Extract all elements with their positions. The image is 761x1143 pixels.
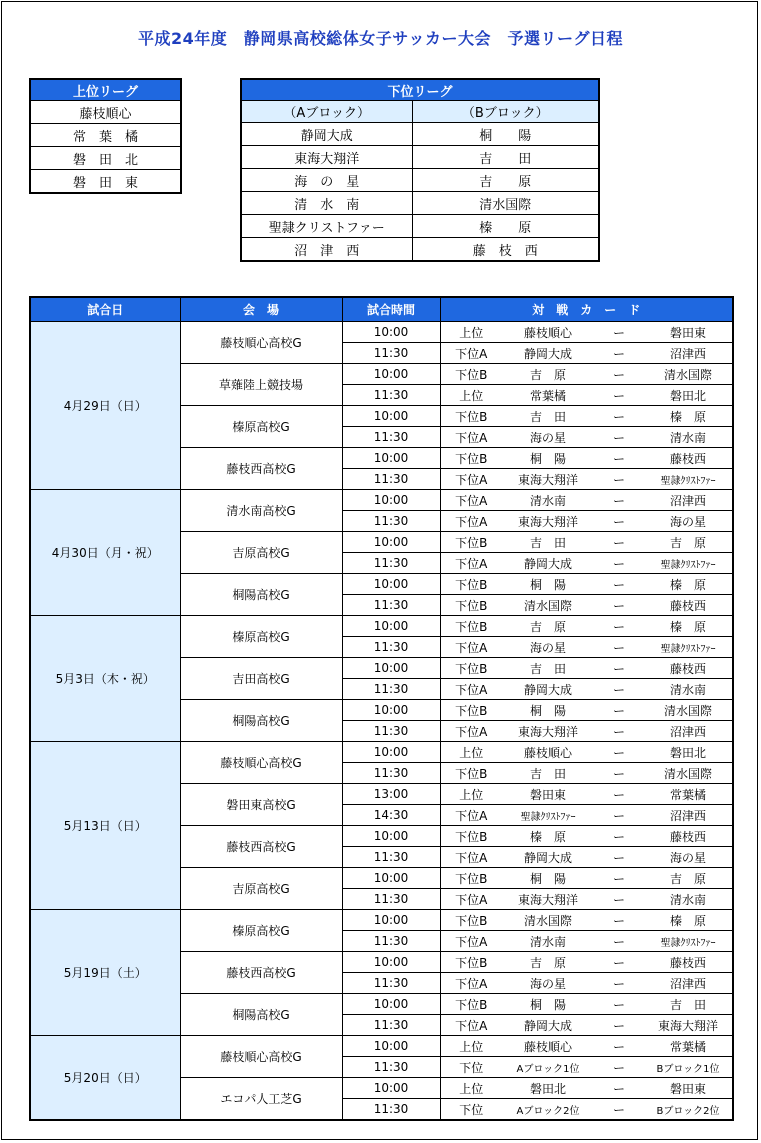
team-a: 桐 陽 xyxy=(502,700,594,721)
versus-dash: ー xyxy=(594,784,644,805)
block-a-team: 東海大翔洋 xyxy=(241,146,412,169)
match-league: 下位A xyxy=(440,805,502,826)
match-time: 11:30 xyxy=(342,931,440,952)
match-time: 11:30 xyxy=(342,511,440,532)
lower-league-table xyxy=(240,78,600,262)
match-league: 下位B xyxy=(440,910,502,931)
team-b: 沼津西 xyxy=(644,490,733,511)
match-time: 10:00 xyxy=(342,322,440,343)
versus-dash: ー xyxy=(594,322,644,343)
team-a: 常葉橘 xyxy=(502,385,594,406)
team-b: 藤枝西 xyxy=(644,952,733,973)
venue-name: 榛原高校G xyxy=(180,616,342,658)
team-b: 吉 田 xyxy=(644,994,733,1015)
match-time: 10:00 xyxy=(342,616,440,637)
match-time: 10:00 xyxy=(342,1036,440,1057)
team-a: 東海大翔洋 xyxy=(502,721,594,742)
team-b: 藤枝西 xyxy=(644,658,733,679)
versus-dash: ー xyxy=(594,994,644,1015)
match-time: 10:00 xyxy=(342,742,440,763)
team-b: 榛 原 xyxy=(644,406,733,427)
match-time: 11:30 xyxy=(342,553,440,574)
versus-dash: ー xyxy=(594,1015,644,1036)
team-a: 聖隷ｸﾘｽﾄﾌｧｰ xyxy=(502,805,594,826)
venue-name: 藤枝西高校G xyxy=(180,952,342,994)
match-time: 10:00 xyxy=(342,574,440,595)
match-league: 下位A xyxy=(440,511,502,532)
match-time: 13:00 xyxy=(342,784,440,805)
versus-dash: ー xyxy=(594,490,644,511)
team-b: 吉 原 xyxy=(644,868,733,889)
match-league: 下位B xyxy=(440,826,502,847)
match-date: 4月29日（日） xyxy=(30,322,180,490)
match-time: 10:00 xyxy=(342,910,440,931)
match-time: 10:00 xyxy=(342,1078,440,1099)
team-a: 吉 田 xyxy=(502,532,594,553)
team-a: 清水国際 xyxy=(502,910,594,931)
match-time: 11:30 xyxy=(342,1057,440,1078)
block-b-team: 吉 田 xyxy=(412,146,599,169)
match-league: 下位 xyxy=(440,1099,502,1121)
match-league: 下位B xyxy=(440,763,502,784)
team-b: 海の星 xyxy=(644,511,733,532)
team-b: 常葉橘 xyxy=(644,784,733,805)
match-league: 下位 xyxy=(440,1057,502,1078)
versus-dash: ー xyxy=(594,406,644,427)
table-row xyxy=(30,616,733,637)
match-league: 下位A xyxy=(440,679,502,700)
match-league: 下位B xyxy=(440,994,502,1015)
versus-dash: ー xyxy=(594,553,644,574)
venue-name: 藤枝西高校G xyxy=(180,448,342,490)
upper-league-header: 上位リーグ xyxy=(30,79,181,101)
venue-name: 吉原高校G xyxy=(180,868,342,910)
team-a: 吉 原 xyxy=(502,616,594,637)
team-a: 吉 田 xyxy=(502,763,594,784)
team-b: 沼津西 xyxy=(644,721,733,742)
venue-name: 桐陽高校G xyxy=(180,994,342,1036)
team-a: 磐田北 xyxy=(502,1078,594,1099)
match-league: 下位A xyxy=(440,973,502,994)
block-b-team: 榛 原 xyxy=(412,215,599,238)
team-b: 清水国際 xyxy=(644,763,733,784)
match-league: 下位B xyxy=(440,406,502,427)
match-date: 5月19日（土） xyxy=(30,910,180,1036)
team-b: 藤枝西 xyxy=(644,826,733,847)
versus-dash: ー xyxy=(594,532,644,553)
match-time: 10:00 xyxy=(342,952,440,973)
match-time: 11:30 xyxy=(342,637,440,658)
versus-dash: ー xyxy=(594,1099,644,1121)
team-a: 東海大翔洋 xyxy=(502,469,594,490)
upper-team: 常 葉 橘 xyxy=(30,124,181,147)
team-b: 清水南 xyxy=(644,889,733,910)
match-date: 5月20日（日） xyxy=(30,1036,180,1121)
team-b: 東海大翔洋 xyxy=(644,1015,733,1036)
match-league: 下位B xyxy=(440,868,502,889)
team-b: 吉 原 xyxy=(644,532,733,553)
match-league: 上位 xyxy=(440,385,502,406)
team-b: 海の星 xyxy=(644,847,733,868)
team-a: 海の星 xyxy=(502,637,594,658)
versus-dash: ー xyxy=(594,616,644,637)
match-time: 10:00 xyxy=(342,826,440,847)
venue-name: 藤枝西高校G xyxy=(180,826,342,868)
versus-dash: ー xyxy=(594,826,644,847)
versus-dash: ー xyxy=(594,721,644,742)
team-b: 榛 原 xyxy=(644,616,733,637)
match-league: 上位 xyxy=(440,1078,502,1099)
team-a: 藤枝順心 xyxy=(502,322,594,343)
match-league: 上位 xyxy=(440,1036,502,1057)
match-league: 下位A xyxy=(440,343,502,364)
venue-name: エコパ人工芝G xyxy=(180,1078,342,1121)
match-time: 10:00 xyxy=(342,658,440,679)
header-date: 試合日 xyxy=(30,297,180,322)
team-a: 東海大翔洋 xyxy=(502,889,594,910)
match-league: 下位B xyxy=(440,574,502,595)
team-a: 藤枝順心 xyxy=(502,1036,594,1057)
block-b-team: 桐 陽 xyxy=(412,123,599,146)
team-b: 沼津西 xyxy=(644,343,733,364)
match-league: 下位B xyxy=(440,532,502,553)
versus-dash: ー xyxy=(594,931,644,952)
team-b: 榛 原 xyxy=(644,574,733,595)
match-time: 10:00 xyxy=(342,532,440,553)
team-a: 清水南 xyxy=(502,931,594,952)
versus-dash: ー xyxy=(594,910,644,931)
match-league: 下位A xyxy=(440,847,502,868)
match-league: 下位A xyxy=(440,490,502,511)
versus-dash: ー xyxy=(594,343,644,364)
lower-league-header: 下位リーグ xyxy=(241,79,599,101)
versus-dash: ー xyxy=(594,1057,644,1078)
team-b: 沼津西 xyxy=(644,973,733,994)
team-a: 静岡大成 xyxy=(502,847,594,868)
match-time: 10:00 xyxy=(342,490,440,511)
match-league: 下位A xyxy=(440,637,502,658)
header-match-card: 対 戦 カ ー ド xyxy=(440,297,733,322)
match-league: 下位A xyxy=(440,553,502,574)
match-time: 11:30 xyxy=(342,721,440,742)
match-league: 下位B xyxy=(440,658,502,679)
team-b: 聖隷ｸﾘｽﾄﾌｧｰ xyxy=(644,553,733,574)
match-league: 下位B xyxy=(440,700,502,721)
match-league: 下位B xyxy=(440,364,502,385)
block-a-team: 静岡大成 xyxy=(241,123,412,146)
match-time: 11:30 xyxy=(342,847,440,868)
venue-name: 草薙陸上競技場 xyxy=(180,364,342,406)
team-b: 聖隷ｸﾘｽﾄﾌｧｰ xyxy=(644,469,733,490)
match-time: 11:30 xyxy=(342,385,440,406)
block-b-team: 藤 枝 西 xyxy=(412,238,599,262)
page-title: 平成24年度 静岡県高校総体女子サッカー大会 予選リーグ日程 xyxy=(138,29,623,48)
team-b: 磐田東 xyxy=(644,322,733,343)
block-a-team: 海 の 星 xyxy=(241,169,412,192)
team-a: 吉 原 xyxy=(502,952,594,973)
match-league: 下位A xyxy=(440,427,502,448)
team-b: Bブロック2位 xyxy=(644,1099,733,1121)
team-b: Bブロック1位 xyxy=(644,1057,733,1078)
match-time: 11:30 xyxy=(342,1099,440,1121)
match-date: 4月30日（月・祝） xyxy=(30,490,180,616)
block-b-header: （Bブロック） xyxy=(412,101,599,123)
block-b-team: 吉 原 xyxy=(412,169,599,192)
versus-dash: ー xyxy=(594,847,644,868)
match-league: 下位A xyxy=(440,931,502,952)
team-a: 静岡大成 xyxy=(502,553,594,574)
venue-name: 藤枝順心高校G xyxy=(180,742,342,784)
team-b: 聖隷ｸﾘｽﾄﾌｧｰ xyxy=(644,931,733,952)
upper-team: 藤枝順心 xyxy=(30,101,181,124)
block-a-team: 聖隷クリストファー xyxy=(241,215,412,238)
venue-name: 清水南高校G xyxy=(180,490,342,532)
venue-name: 榛原高校G xyxy=(180,910,342,952)
block-b-team: 清水国際 xyxy=(412,192,599,215)
match-league: 下位B xyxy=(440,616,502,637)
match-time: 11:30 xyxy=(342,427,440,448)
match-league: 下位B xyxy=(440,595,502,616)
venue-name: 磐田東高校G xyxy=(180,784,342,826)
venue-name: 藤枝順心高校G xyxy=(180,322,342,364)
match-time: 10:00 xyxy=(342,994,440,1015)
block-a-team: 清 水 南 xyxy=(241,192,412,215)
match-league: 下位A xyxy=(440,889,502,910)
match-league: 上位 xyxy=(440,322,502,343)
team-a: 桐 陽 xyxy=(502,448,594,469)
team-a: 海の星 xyxy=(502,427,594,448)
match-time: 11:30 xyxy=(342,889,440,910)
table-row xyxy=(30,490,733,511)
upper-team: 磐 田 東 xyxy=(30,170,181,194)
team-b: 聖隷ｸﾘｽﾄﾌｧｰ xyxy=(644,637,733,658)
table-row xyxy=(30,322,733,343)
table-row xyxy=(30,910,733,931)
team-a: 藤枝順心 xyxy=(502,742,594,763)
team-a: 清水国際 xyxy=(502,595,594,616)
versus-dash: ー xyxy=(594,868,644,889)
upper-league-table xyxy=(29,78,182,194)
versus-dash: ー xyxy=(594,574,644,595)
match-league: 下位A xyxy=(440,469,502,490)
match-time: 11:30 xyxy=(342,679,440,700)
block-a-header: （Aブロック） xyxy=(241,101,412,123)
match-time: 11:30 xyxy=(342,595,440,616)
match-time: 11:30 xyxy=(342,763,440,784)
team-b: 沼津西 xyxy=(644,805,733,826)
team-a: 静岡大成 xyxy=(502,679,594,700)
match-league: 上位 xyxy=(440,784,502,805)
team-b: 藤枝西 xyxy=(644,595,733,616)
venue-name: 藤枝順心高校G xyxy=(180,1036,342,1078)
match-time: 10:00 xyxy=(342,868,440,889)
versus-dash: ー xyxy=(594,448,644,469)
versus-dash: ー xyxy=(594,742,644,763)
team-b: 清水国際 xyxy=(644,700,733,721)
team-b: 磐田北 xyxy=(644,385,733,406)
team-a: 静岡大成 xyxy=(502,343,594,364)
match-time: 10:00 xyxy=(342,448,440,469)
versus-dash: ー xyxy=(594,427,644,448)
versus-dash: ー xyxy=(594,952,644,973)
venue-name: 桐陽高校G xyxy=(180,700,342,742)
match-league: 上位 xyxy=(440,742,502,763)
match-league: 下位A xyxy=(440,1015,502,1036)
team-b: 常葉橘 xyxy=(644,1036,733,1057)
upper-team: 磐 田 北 xyxy=(30,147,181,170)
venue-name: 吉原高校G xyxy=(180,532,342,574)
match-time: 11:30 xyxy=(342,469,440,490)
match-date: 5月13日（日） xyxy=(30,742,180,910)
venue-name: 桐陽高校G xyxy=(180,574,342,616)
team-a: 静岡大成 xyxy=(502,1015,594,1036)
match-league: 下位B xyxy=(440,448,502,469)
team-b: 磐田東 xyxy=(644,1078,733,1099)
team-b: 磐田北 xyxy=(644,742,733,763)
match-time: 11:30 xyxy=(342,343,440,364)
table-row xyxy=(30,742,733,763)
team-a: 吉 田 xyxy=(502,406,594,427)
versus-dash: ー xyxy=(594,1078,644,1099)
team-b: 清水南 xyxy=(644,679,733,700)
versus-dash: ー xyxy=(594,364,644,385)
versus-dash: ー xyxy=(594,595,644,616)
match-league: 下位B xyxy=(440,952,502,973)
team-a: Aブロック1位 xyxy=(502,1057,594,1078)
team-a: Aブロック2位 xyxy=(502,1099,594,1121)
match-time: 11:30 xyxy=(342,973,440,994)
schedule-table xyxy=(29,296,734,1121)
team-b: 藤枝西 xyxy=(644,448,733,469)
team-a: 吉 原 xyxy=(502,364,594,385)
versus-dash: ー xyxy=(594,889,644,910)
team-a: 吉 田 xyxy=(502,658,594,679)
venue-name: 吉田高校G xyxy=(180,658,342,700)
match-time: 11:30 xyxy=(342,1015,440,1036)
block-a-team: 沼 津 西 xyxy=(241,238,412,262)
team-a: 東海大翔洋 xyxy=(502,511,594,532)
team-b: 榛 原 xyxy=(644,910,733,931)
table-row xyxy=(30,1036,733,1057)
schedule-body xyxy=(30,322,733,1121)
team-a: 桐 陽 xyxy=(502,574,594,595)
versus-dash: ー xyxy=(594,805,644,826)
versus-dash: ー xyxy=(594,469,644,490)
versus-dash: ー xyxy=(594,637,644,658)
match-time: 14:30 xyxy=(342,805,440,826)
team-a: 磐田東 xyxy=(502,784,594,805)
versus-dash: ー xyxy=(594,511,644,532)
team-b: 清水国際 xyxy=(644,364,733,385)
venue-name: 榛原高校G xyxy=(180,406,342,448)
match-league: 下位A xyxy=(440,721,502,742)
match-date: 5月3日（木・祝） xyxy=(30,616,180,742)
versus-dash: ー xyxy=(594,658,644,679)
match-time: 10:00 xyxy=(342,364,440,385)
versus-dash: ー xyxy=(594,1036,644,1057)
versus-dash: ー xyxy=(594,679,644,700)
team-a: 海の星 xyxy=(502,973,594,994)
header-venue: 会 場 xyxy=(180,297,342,322)
team-b: 清水南 xyxy=(644,427,733,448)
team-a: 桐 陽 xyxy=(502,868,594,889)
header-time: 試合時間 xyxy=(342,297,440,322)
versus-dash: ー xyxy=(594,700,644,721)
versus-dash: ー xyxy=(594,973,644,994)
versus-dash: ー xyxy=(594,385,644,406)
versus-dash: ー xyxy=(594,763,644,784)
team-a: 清水南 xyxy=(502,490,594,511)
team-a: 榛 原 xyxy=(502,826,594,847)
match-time: 10:00 xyxy=(342,406,440,427)
match-time: 10:00 xyxy=(342,700,440,721)
team-a: 桐 陽 xyxy=(502,994,594,1015)
